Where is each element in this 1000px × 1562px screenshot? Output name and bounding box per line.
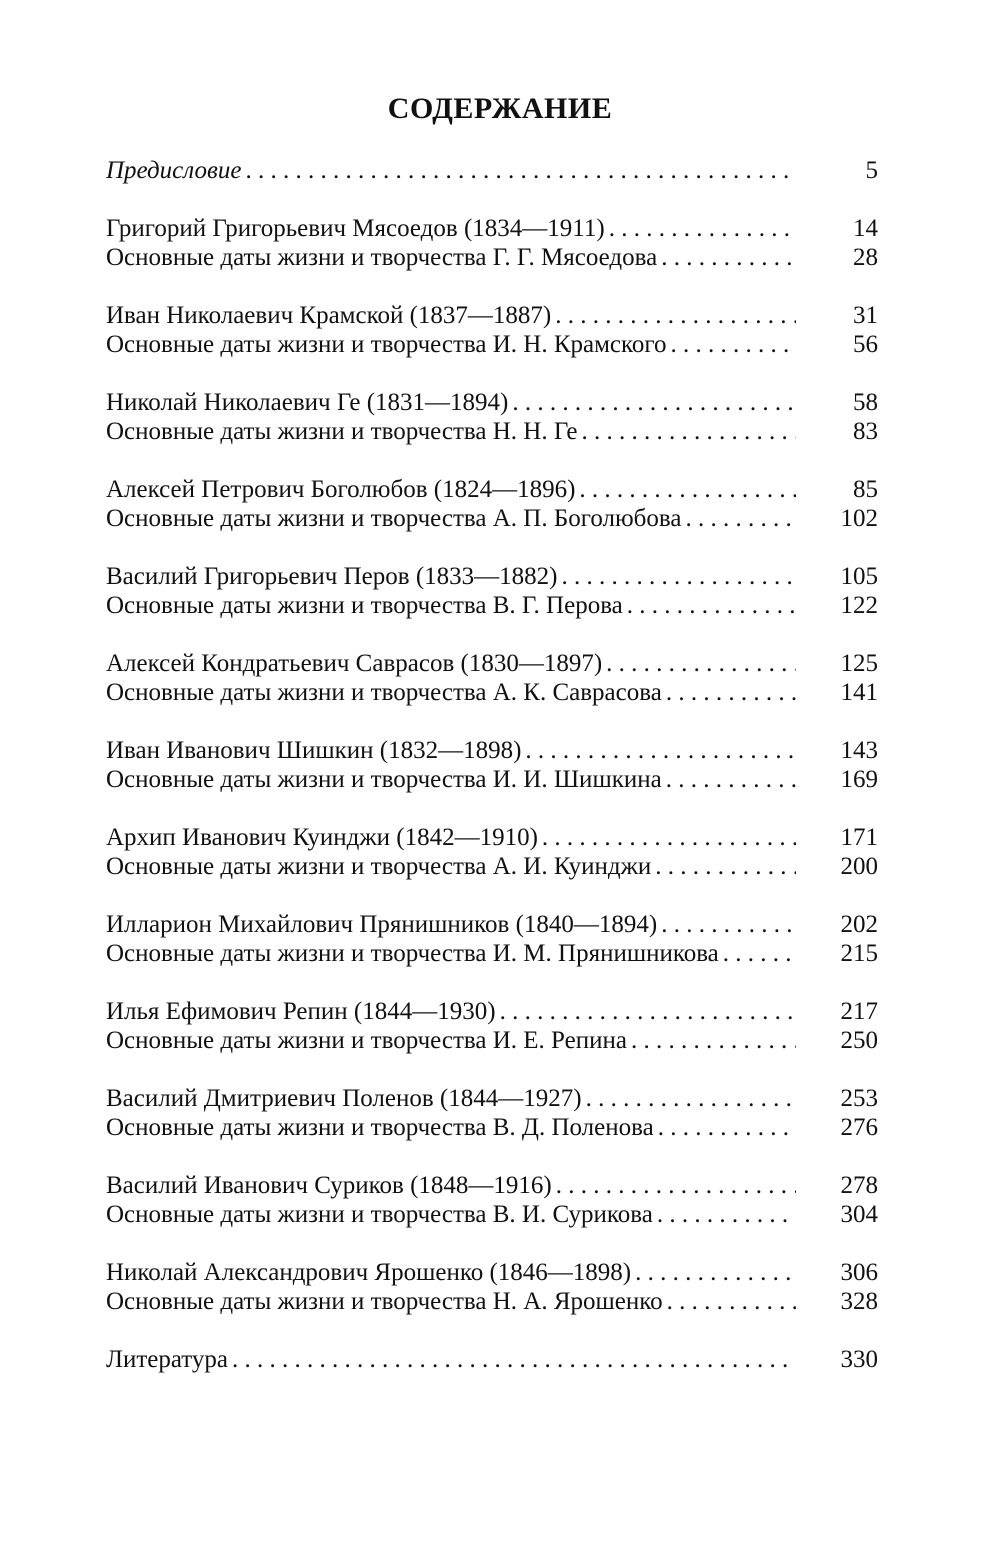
toc-entry-label: Григорий Григорьевич Мясоедов (1834—1911) bbox=[106, 215, 605, 242]
toc-page-number: 83 bbox=[853, 418, 878, 445]
toc-entry-dates bbox=[106, 417, 878, 446]
dot-leader bbox=[496, 997, 796, 1026]
toc-entry-artist bbox=[106, 997, 878, 1026]
toc-entry-label: Николай Александрович Ярошенко (1846—1898) bbox=[106, 1259, 632, 1286]
toc-page-number: 58 bbox=[853, 389, 878, 416]
toc-entry-dates bbox=[106, 591, 878, 620]
toc-entry-dates bbox=[106, 504, 878, 533]
toc-entry-artist bbox=[106, 214, 878, 243]
toc-entry-dates bbox=[106, 1026, 878, 1055]
toc-entry-label: Литература bbox=[106, 1346, 228, 1373]
dot-leader bbox=[552, 1171, 796, 1200]
table-of-contents bbox=[106, 156, 878, 1374]
toc-entry-artist bbox=[106, 1258, 878, 1287]
toc-page-number: 5 bbox=[865, 157, 878, 184]
toc-entry-artist bbox=[106, 1084, 878, 1113]
dot-leader bbox=[602, 649, 796, 678]
toc-page-number: 85 bbox=[853, 476, 878, 503]
toc-entry-dates bbox=[106, 1200, 878, 1229]
toc-page-number: 28 bbox=[853, 244, 878, 271]
toc-entry-dates bbox=[106, 765, 878, 794]
page-title: СОДЕРЖАНИЕ bbox=[387, 92, 613, 125]
dot-leader bbox=[653, 1200, 796, 1229]
toc-entry-label: Основные даты жизни и творчества А. К. Саврасова bbox=[106, 679, 662, 706]
toc-entry-artist bbox=[106, 1171, 878, 1200]
toc-page-number: 217 bbox=[840, 998, 878, 1025]
toc-entry-artist bbox=[106, 823, 878, 852]
toc-entry-label: Николай Николаевич Ге (1831—1894) bbox=[106, 389, 509, 416]
dot-leader bbox=[627, 1026, 796, 1055]
toc-page-number: 169 bbox=[840, 766, 878, 793]
toc-page-number: 14 bbox=[853, 215, 878, 242]
toc-page-number: 56 bbox=[853, 331, 878, 358]
toc-sections bbox=[106, 185, 878, 1316]
toc-entry-dates bbox=[106, 330, 878, 359]
toc-entry-literature bbox=[106, 1345, 878, 1374]
dot-leader bbox=[508, 388, 796, 417]
dot-leader bbox=[654, 1113, 796, 1142]
toc-entry-label: Алексей Петрович Боголюбов (1824—1896) bbox=[106, 476, 576, 503]
toc-entry-label: Основные даты жизни и творчества В. Д. Поленова bbox=[106, 1114, 654, 1141]
toc-entry-artist bbox=[106, 910, 878, 939]
toc-entry-artist bbox=[106, 388, 878, 417]
toc-entry-label: Основные даты жизни и творчества И. М. Прянишникова bbox=[106, 940, 719, 967]
toc-entry-dates bbox=[106, 678, 878, 707]
dot-leader bbox=[228, 1345, 796, 1374]
toc-entry-label: Василий Иванович Суриков (1848—1916) bbox=[106, 1172, 552, 1199]
toc-entry-label: Илларион Михайлович Прянишников (1840—1894) bbox=[106, 911, 658, 938]
toc-entry-dates bbox=[106, 939, 878, 968]
dot-leader bbox=[241, 156, 796, 185]
toc-page-number: 253 bbox=[840, 1085, 878, 1112]
toc-entry-label: Основные даты жизни и творчества В. И. Сурикова bbox=[106, 1201, 653, 1228]
dot-leader bbox=[662, 765, 796, 794]
toc-entry-preface bbox=[106, 156, 878, 185]
toc-page-number: 141 bbox=[840, 679, 878, 706]
toc-entry-artist bbox=[106, 736, 878, 765]
toc-entry-artist bbox=[106, 475, 878, 504]
dot-leader bbox=[719, 939, 796, 968]
toc-entry-label: Основные даты жизни и творчества А. П. Боголюбова bbox=[106, 505, 682, 532]
dot-leader bbox=[551, 301, 796, 330]
toc-entry-artist bbox=[106, 301, 878, 330]
dot-leader bbox=[577, 417, 796, 446]
dot-leader bbox=[662, 678, 796, 707]
toc-page-number: 215 bbox=[840, 940, 878, 967]
toc-entry-label: Основные даты жизни и творчества И. И. Шишкина bbox=[106, 766, 662, 793]
toc-page-number: 122 bbox=[840, 592, 878, 619]
toc-entry-label: Основные даты жизни и творчества А. И. Куинджи bbox=[106, 853, 652, 880]
dot-leader bbox=[538, 823, 796, 852]
toc-page-number: 278 bbox=[840, 1172, 878, 1199]
toc-entry-label: Основные даты жизни и творчества Г. Г. Мясоедова bbox=[106, 244, 658, 271]
toc-entry-label: Основные даты жизни и творчества В. Г. Перова bbox=[106, 592, 623, 619]
toc-entry-label: Основные даты жизни и творчества Н. А. Ярошенко bbox=[106, 1288, 663, 1315]
toc-page-number: 143 bbox=[840, 737, 878, 764]
toc-entry-label: Илья Ефимович Репин (1844—1930) bbox=[106, 998, 496, 1025]
toc-entry-dates bbox=[106, 1287, 878, 1316]
dot-leader bbox=[605, 214, 796, 243]
toc-page-number: 125 bbox=[840, 650, 878, 677]
dot-leader bbox=[651, 852, 796, 881]
toc-entry-artist bbox=[106, 562, 878, 591]
dot-leader bbox=[681, 504, 796, 533]
toc-page-number: 171 bbox=[840, 824, 878, 851]
toc-entry-dates bbox=[106, 1113, 878, 1142]
toc-page-number: 304 bbox=[840, 1201, 878, 1228]
toc-entry-label: Иван Николаевич Крамской (1837—1887) bbox=[106, 302, 552, 329]
toc-page-number: 31 bbox=[853, 302, 878, 329]
dot-leader bbox=[631, 1258, 796, 1287]
toc-page-number: 200 bbox=[840, 853, 878, 880]
toc-entry-dates bbox=[106, 243, 878, 272]
toc-entry-label: Предисловие bbox=[106, 157, 242, 184]
toc-page-number: 202 bbox=[840, 911, 878, 938]
toc-page-number: 102 bbox=[840, 505, 878, 532]
dot-leader bbox=[663, 1287, 796, 1316]
toc-entry-label: Василий Дмитриевич Поленов (1844—1927) bbox=[106, 1085, 582, 1112]
toc-entry-artist bbox=[106, 649, 878, 678]
dot-leader bbox=[557, 562, 796, 591]
toc-entry-label: Иван Иванович Шишкин (1832—1898) bbox=[106, 737, 522, 764]
dot-leader bbox=[575, 475, 796, 504]
toc-entry-label: Василий Григорьевич Перов (1833—1882) bbox=[106, 563, 558, 590]
dot-leader bbox=[623, 591, 796, 620]
toc-entry-label: Архип Иванович Куинджи (1842—1910) bbox=[106, 824, 538, 851]
toc-entry-label: Основные даты жизни и творчества И. Н. Крамского bbox=[106, 331, 667, 358]
toc-page-number: 105 bbox=[840, 563, 878, 590]
toc-entry-dates bbox=[106, 852, 878, 881]
toc-page-number: 276 bbox=[840, 1114, 878, 1141]
toc-entry-label: Основные даты жизни и творчества И. Е. Репина bbox=[106, 1027, 627, 1054]
toc-page-number: 250 bbox=[840, 1027, 878, 1054]
toc-page-number: 306 bbox=[840, 1259, 878, 1286]
toc-entry-label: Алексей Кондратьевич Саврасов (1830—1897) bbox=[106, 650, 603, 677]
toc-entry-label: Основные даты жизни и творчества Н. Н. Ге bbox=[106, 418, 578, 445]
dot-leader bbox=[667, 330, 796, 359]
toc-page-number: 328 bbox=[840, 1288, 878, 1315]
dot-leader bbox=[582, 1084, 796, 1113]
toc-page-number: 330 bbox=[840, 1346, 878, 1373]
dot-leader bbox=[521, 736, 796, 765]
dot-leader bbox=[657, 243, 796, 272]
dot-leader bbox=[657, 910, 796, 939]
